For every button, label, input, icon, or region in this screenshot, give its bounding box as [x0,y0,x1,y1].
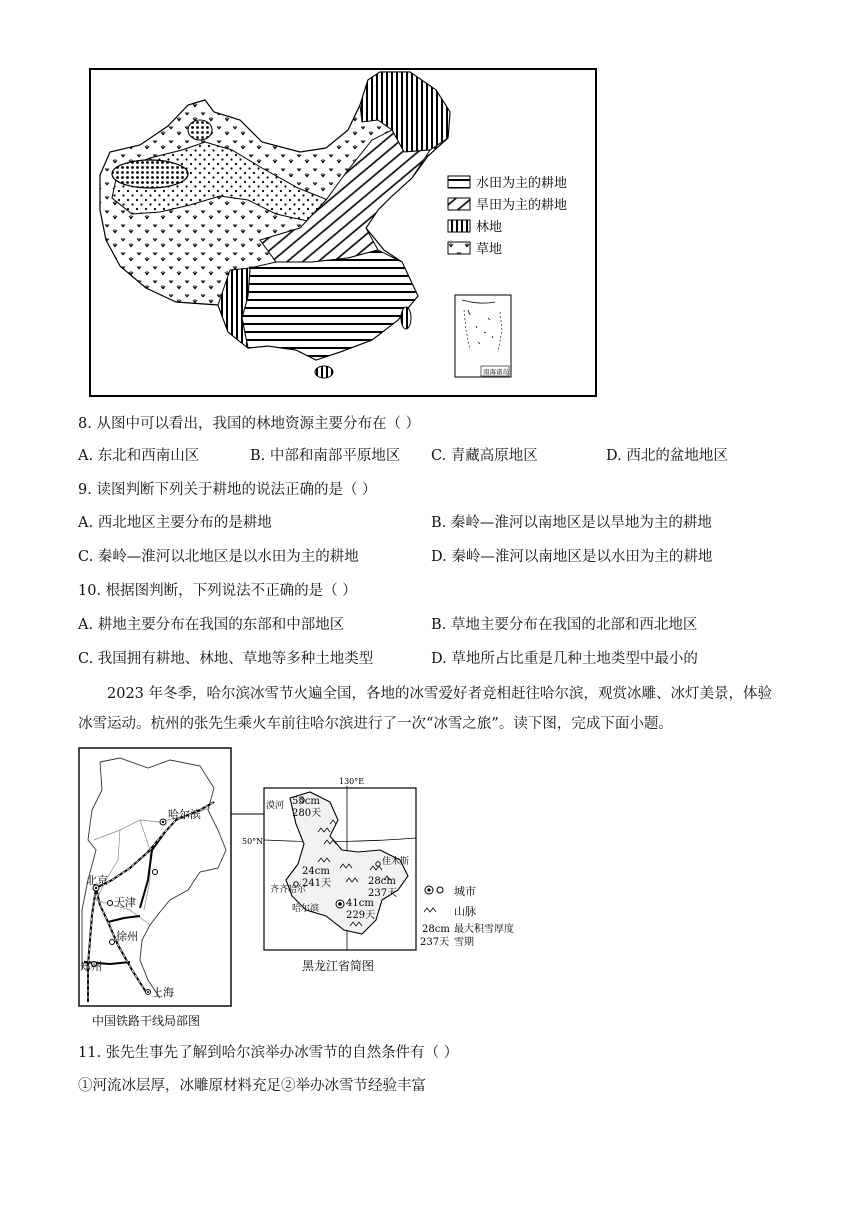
legend-sample-depth: 28cm [422,924,450,935]
inset-label: 南海诸岛 [483,368,509,376]
city-tianjin: 天津 [114,896,136,909]
q10-stem: 10. 根据图判断，下列说法不正确的是（ ） [78,583,357,599]
legend-days-label: 雪期 [454,937,474,948]
q9-stem: 9. 读图判断下列关于耕地的说法正确的是（ ） [78,482,377,498]
city-zhengzhou: 郑州 [80,960,102,973]
q9-option-c[interactable]: C. 秦岭—淮河以北地区是以水田为主的耕地 [78,549,359,565]
city-shanghai: 上海 [152,986,174,999]
station-days-3: 229天 [346,910,376,921]
diagonal-hatch-icon [448,198,470,210]
q10-option-b[interactable]: B. 草地主要分布在我国的北部和西北地区 [431,617,698,633]
q11-line1: ①河流冰层厚，冰雕原材料充足②举办冰雪节经验丰富 [78,1078,426,1094]
q9-option-b[interactable]: B. 秦岭—淮河以南地区是以旱地为主的耕地 [431,515,712,531]
legend1-label-0: 水田为主的耕地 [476,176,568,191]
legend1-label-2: 林地 [476,220,503,235]
south-sea-inset [455,295,511,377]
land-use-map [0,0,860,400]
legend1-label-3: 草地 [476,242,503,257]
hainan-island [315,366,333,378]
station-name-0: 漠河 [266,801,285,811]
grass-symbol-icon [448,242,470,254]
legend1-label-1: 旱田为主的耕地 [476,198,568,213]
q10-option-c[interactable]: C. 我国拥有耕地、林地、草地等多种土地类型 [78,651,374,667]
q8-option-b[interactable]: B. 中部和南部平原地区 [250,448,401,464]
heilongjiang-caption: 黑龙江省简图 [302,959,375,973]
taiwan-island [401,307,411,329]
q8-option-c[interactable]: C. 青藏高原地区 [431,448,538,464]
station-name-1: 齐齐哈尔 [270,885,307,895]
dense-dotted-small [188,120,212,140]
city-harbin: 哈尔滨 [168,808,201,821]
city-beijing: 北京 [86,874,108,887]
q11-stem: 11. 张先生事先了解到哈尔滨举办冰雪节的自然条件有（ ） [78,1045,459,1061]
lon-label: 130°E [339,777,365,786]
q9-option-a[interactable]: A. 西北地区主要分布的是耕地 [78,515,272,531]
station-name-2: 佳木斯 [382,857,410,867]
station-days-0: 280天 [292,808,322,819]
dense-dotted-region [112,160,188,188]
q8-option-a[interactable]: A. 东北和西南山区 [78,448,200,464]
legend-depth-label: 最大积雪厚度 [454,924,514,935]
passage-text: 2023 年冬季，哈尔滨冰雪节火遍全国，各地的冰雪爱好者竞相赶往哈尔滨，观赏冰雕、冰灯美景，体验冰雪运动。杭州的张先生乘火车前往哈尔滨进行了一次“冰雪之旅”。读下图，完成下面小题。 [78,686,773,732]
station-depth-1: 24cm [302,866,330,877]
q8-option-d[interactable]: D. 西北的盆地地区 [606,448,728,464]
q9-option-d[interactable]: D. 秦岭—淮河以南地区是以水田为主的耕地 [431,549,713,565]
legend-sample-days: 237天 [420,937,450,948]
station-depth-2: 28cm [368,876,396,887]
railway-and-heilongjiang-maps [0,740,860,1040]
station-days-1: 241天 [302,878,332,889]
railway-map-caption: 中国铁路干线局部图 [92,1014,201,1028]
station-depth-0: 53cm [292,796,320,807]
mountain-icon [424,908,436,912]
legend-city: 城市 [454,885,476,898]
map3-legend [420,885,514,948]
q10-option-d[interactable]: D. 草地所占比重是几种土地类型中最小的 [431,651,698,667]
legend-mountain: 山脉 [454,905,476,918]
horizontal-hatch-icon [448,176,470,188]
station-name-3: 哈尔滨 [292,904,320,914]
q10-option-a[interactable]: A. 耕地主要分布在我国的东部和中部地区 [78,617,345,633]
vertical-hatch-icon [448,220,470,232]
station-days-2: 237天 [368,888,398,899]
station-depth-3: 41cm [346,898,374,909]
q8-stem: 8. 从图中可以看出，我国的林地资源主要分布在（ ） [78,416,421,432]
lat-label: 50°N [242,837,264,846]
city-xuzhou: 徐州 [116,930,138,943]
